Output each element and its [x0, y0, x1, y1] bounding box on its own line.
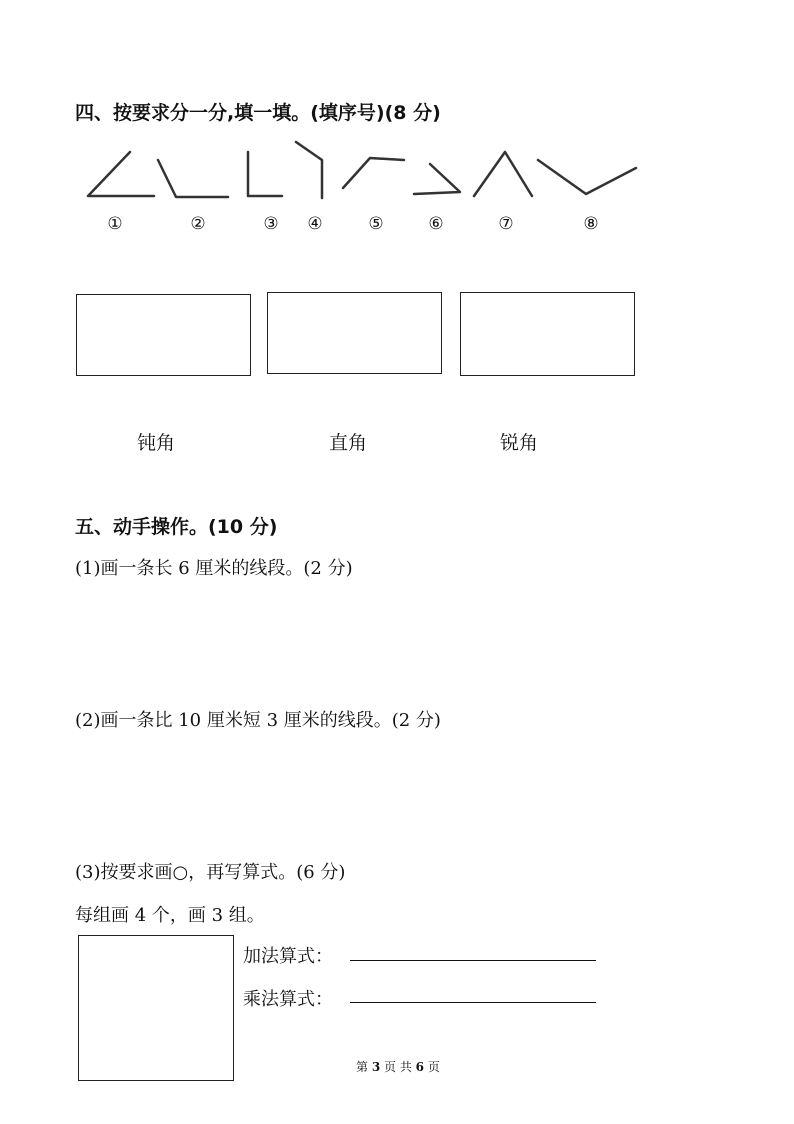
angle-1	[88, 152, 154, 196]
angle-label-4: ④	[307, 214, 323, 234]
angle-3	[248, 152, 282, 196]
footer-current-page: 3	[371, 1060, 381, 1074]
acute-label: 锐角	[500, 432, 539, 454]
footer-middle: 页 共	[380, 1060, 416, 1074]
obtuse-label: 钝角	[137, 432, 176, 454]
multiplication-label: 乘法算式：	[243, 989, 333, 1010]
angle-5	[343, 158, 404, 188]
addition-label: 加法算式：	[243, 946, 333, 967]
footer-suffix: 页	[424, 1060, 440, 1074]
angle-label-1: ①	[107, 214, 123, 234]
right-answer-box[interactable]	[267, 292, 442, 374]
question-3-instruction: 每组画 4 个，画 3 组。	[75, 905, 265, 926]
angle-8	[538, 160, 636, 194]
addition-answer-line[interactable]	[350, 960, 596, 961]
section5-title: 五、动手操作。(10 分)	[75, 516, 278, 538]
right-label: 直角	[329, 432, 368, 454]
angle-label-8: ⑧	[583, 214, 599, 234]
angle-label-7: ⑦	[498, 214, 514, 234]
acute-answer-box[interactable]	[460, 292, 635, 376]
angle-figures	[0, 0, 794, 240]
angle-4	[296, 142, 322, 198]
angle-7	[474, 152, 532, 196]
question-2: (2)画一条比 10 厘米短 3 厘米的线段。(2 分)	[75, 710, 441, 731]
section4-title: 四、按要求分一分,填一填。(填序号)(8 分)	[75, 102, 441, 124]
footer-total-pages: 6	[415, 1060, 424, 1074]
angle-2	[158, 160, 228, 197]
angle-label-5: ⑤	[368, 214, 384, 234]
angle-label-2: ②	[190, 214, 206, 234]
drawing-box[interactable]	[78, 935, 234, 1081]
angle-6	[414, 164, 460, 194]
angle-label-6: ⑥	[428, 214, 444, 234]
question-3: (3)按要求画○，再写算式。(6 分)	[75, 862, 346, 883]
multiplication-answer-line[interactable]	[350, 1002, 596, 1003]
question-1: (1)画一条长 6 厘米的线段。(2 分)	[75, 558, 353, 579]
page-footer	[356, 1058, 440, 1075]
footer-prefix: 第	[356, 1060, 372, 1074]
obtuse-answer-box[interactable]	[76, 294, 251, 376]
angle-label-3: ③	[263, 214, 279, 234]
